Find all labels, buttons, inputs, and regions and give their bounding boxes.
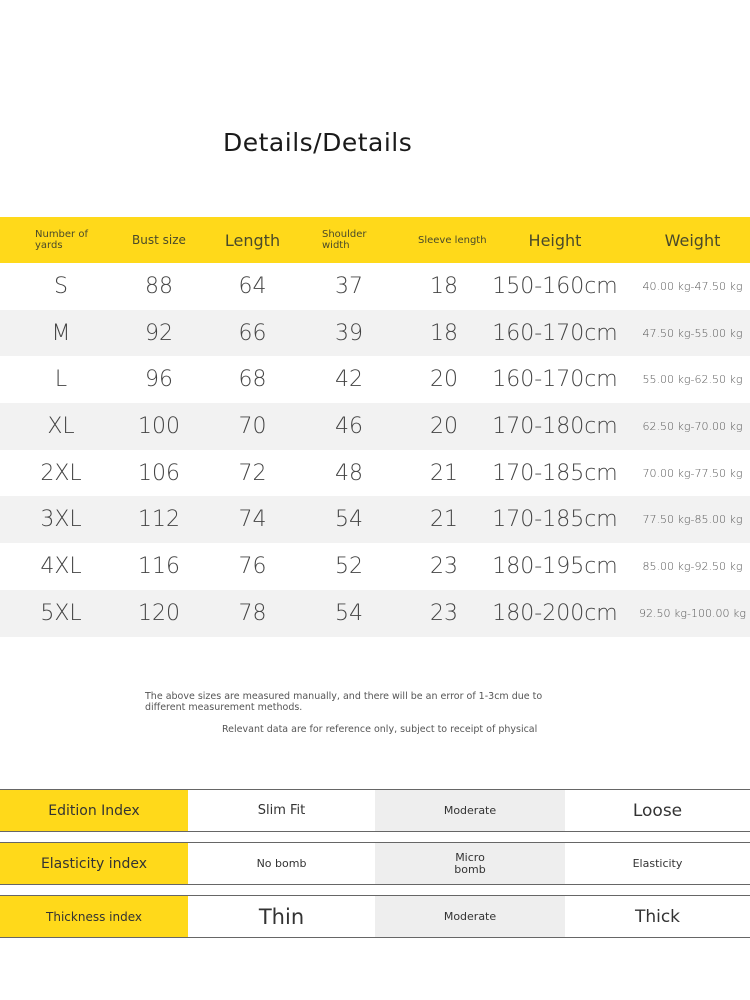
table-cell: 18	[430, 320, 458, 346]
table-cell: 112	[138, 507, 180, 533]
table-cell: 21	[430, 460, 458, 486]
thickness-option-thin: Thin	[188, 896, 375, 937]
table-cell: 170-180cm	[492, 413, 618, 439]
table-cell: 96	[145, 367, 173, 393]
table-cell: 160-170cm	[492, 320, 618, 346]
table-row	[0, 356, 750, 403]
table-cell: 78	[238, 600, 267, 626]
table-cell: 150-160cm	[492, 273, 618, 299]
measurement-note: The above sizes are measured manually, and there will be an error of 1-3cm due to different measurement methods.	[145, 691, 543, 713]
elasticity-option-micro-bomb: Micro bomb	[375, 843, 565, 884]
elasticity-index-row	[0, 842, 750, 885]
table-cell: 62.50 kg-70.00 kg	[642, 419, 743, 433]
table-cell: 2XL	[40, 460, 82, 486]
thickness-index-label: Thickness index	[0, 896, 188, 937]
header-shoulder-width: Shoulder width	[322, 229, 367, 251]
thickness-option-moderate: Moderate	[375, 896, 565, 937]
table-cell: 180-195cm	[492, 553, 618, 579]
edition-option-slim-fit: Slim Fit	[188, 790, 375, 831]
table-cell: 39	[335, 320, 363, 346]
table-cell: 88	[145, 273, 173, 299]
thickness-index-row	[0, 895, 750, 938]
table-row	[0, 450, 750, 497]
table-cell: 106	[138, 460, 180, 486]
table-cell: 3XL	[40, 507, 82, 533]
table-cell: 46	[335, 413, 363, 439]
table-row	[0, 310, 750, 357]
table-cell: 180-200cm	[492, 600, 618, 626]
table-cell: 85.00 kg-92.50 kg	[642, 559, 743, 573]
edition-index-row	[0, 789, 750, 832]
table-cell: 20	[430, 367, 458, 393]
table-cell: 37	[335, 273, 363, 299]
header-weight: Weight	[664, 230, 721, 250]
table-row	[0, 263, 750, 310]
table-cell: 42	[335, 367, 363, 393]
elasticity-index-label: Elasticity index	[0, 843, 188, 884]
table-cell: 47.50 kg-55.00 kg	[642, 326, 743, 340]
table-cell: 23	[430, 600, 458, 626]
size-table	[0, 217, 750, 637]
table-cell: 92	[145, 320, 173, 346]
table-cell: 92.50 kg-100.00 kg	[639, 606, 746, 620]
table-cell: 64	[238, 273, 267, 299]
table-cell: 52	[335, 553, 363, 579]
table-cell: L	[54, 367, 68, 393]
table-row	[0, 496, 750, 543]
table-cell: 20	[430, 413, 458, 439]
edition-option-moderate: Moderate	[375, 790, 565, 831]
table-cell: 68	[238, 367, 267, 393]
table-cell: 70	[238, 413, 267, 439]
table-cell: 70.00 kg-77.50 kg	[642, 466, 743, 480]
table-cell: 77.50 kg-85.00 kg	[642, 513, 743, 527]
table-cell: 54	[335, 507, 363, 533]
table-cell: 55.00 kg-62.50 kg	[642, 373, 743, 387]
elasticity-option-no-bomb: No bomb	[188, 843, 375, 884]
edition-option-loose: Loose	[565, 790, 750, 831]
header-number-of-yards: Number of yards	[35, 229, 88, 251]
table-cell: 18	[430, 273, 458, 299]
page-title: Details/Details	[223, 128, 413, 157]
header-length: Length	[224, 230, 281, 250]
header-sleeve-length: Sleeve length	[418, 234, 487, 246]
table-cell: 74	[238, 507, 267, 533]
table-cell: 48	[335, 460, 363, 486]
elasticity-option-elasticity: Elasticity	[565, 843, 750, 884]
table-cell: S	[54, 273, 68, 299]
thickness-option-thick: Thick	[565, 896, 750, 937]
table-cell: 76	[238, 553, 267, 579]
table-cell: 72	[238, 460, 267, 486]
size-table-header	[0, 217, 750, 263]
table-cell: M	[51, 320, 71, 346]
reference-note: Relevant data are for reference only, subject to receipt of physical	[222, 724, 538, 735]
header-height: Height	[528, 230, 582, 250]
table-cell: 4XL	[40, 553, 82, 579]
table-cell: 170-185cm	[492, 507, 618, 533]
table-cell: 23	[430, 553, 458, 579]
table-cell: 21	[430, 507, 458, 533]
table-cell: 40.00 kg-47.50 kg	[642, 279, 743, 293]
table-cell: 120	[138, 600, 180, 626]
header-bust-size: Bust size	[132, 233, 186, 247]
table-cell: 160-170cm	[492, 367, 618, 393]
table-cell: 66	[238, 320, 267, 346]
table-row	[0, 543, 750, 590]
table-row	[0, 403, 750, 450]
edition-index-label: Edition Index	[0, 790, 188, 831]
table-cell: 54	[335, 600, 363, 626]
table-row	[0, 590, 750, 637]
table-cell: 5XL	[40, 600, 82, 626]
table-cell: 170-185cm	[492, 460, 618, 486]
table-cell: 100	[138, 413, 180, 439]
table-cell: 116	[138, 553, 180, 579]
table-cell: XL	[47, 413, 75, 439]
